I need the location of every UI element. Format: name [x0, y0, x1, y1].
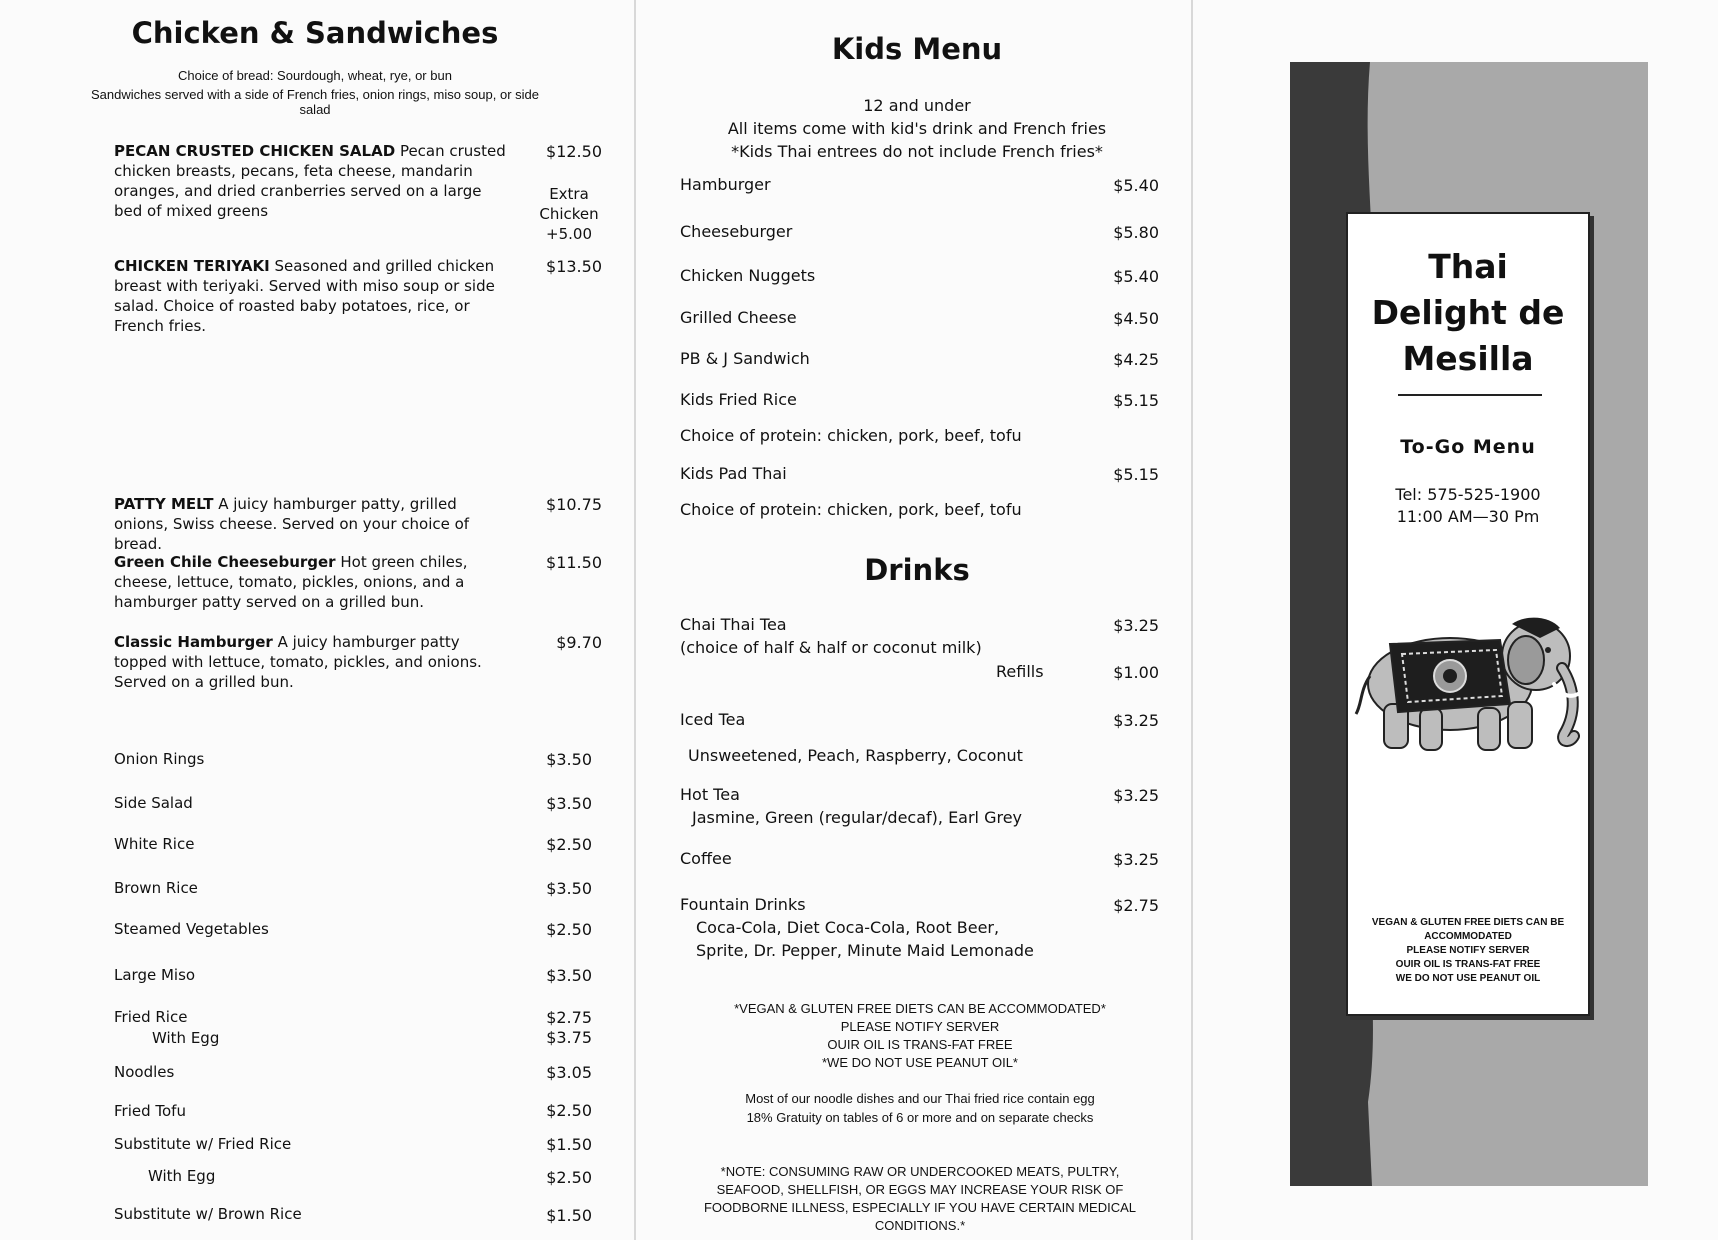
side-price: $3.75 — [546, 1028, 592, 1047]
side-price: $3.50 — [546, 966, 592, 985]
menu-item-classic-hamburger — [114, 632, 514, 692]
side-price: $2.50 — [546, 920, 592, 939]
fold-line — [634, 0, 636, 1240]
menu-item-patty-melt — [114, 494, 514, 554]
kids-item-name: Kids Fried Rice — [680, 390, 797, 409]
drink-price: $3.25 — [1113, 786, 1159, 805]
item-name: Classic Hamburger — [114, 633, 273, 651]
kids-fries-note: All items come with kid's drink and French fries — [727, 119, 1107, 138]
section-title: Kids Menu — [831, 32, 1003, 66]
section-title: Chicken & Sandwiches — [131, 16, 499, 50]
item-price: $10.75 — [546, 495, 602, 514]
drink-desc: Sprite, Dr. Pepper, Minute Maid Lemonade — [696, 941, 1034, 960]
cover-note-line: ACCOMMODATED — [1424, 931, 1512, 942]
peanut-note: *WE DO NOT USE PEANUT OIL* — [821, 1055, 1018, 1070]
cover-diet-note — [1348, 916, 1588, 986]
side-name: Fried Rice — [114, 1008, 188, 1026]
drink-desc: Jasmine, Green (regular/decaf), Earl Grey — [692, 808, 1023, 827]
kids-item-price: $5.40 — [1113, 267, 1159, 286]
kids-thai-note: *Kids Thai entrees do not include French fries* — [731, 142, 1103, 161]
sandwich-sides-note: Sandwiches served with a side of French fries, onion rings, miso soup, or side salad — [91, 87, 539, 117]
drink-name: Chai Thai Tea — [680, 615, 787, 634]
restaurant-name-line: Delight de — [1371, 293, 1565, 332]
side-price: $3.50 — [546, 750, 592, 769]
kids-item-name: Kids Pad Thai — [680, 464, 787, 483]
drink-desc: Unsweetened, Peach, Raspberry, Coconut — [688, 746, 1023, 765]
item-price: $13.50 — [546, 257, 602, 276]
side-price: $1.50 — [546, 1206, 592, 1225]
drink-price: $3.25 — [1113, 711, 1159, 730]
drink-name: Fountain Drinks — [680, 895, 806, 914]
kids-item-price: $4.50 — [1113, 309, 1159, 328]
side-name: Brown Rice — [114, 879, 198, 897]
item-desc: A juicy hamburger patty topped with lettuce, tomato, pickles, and onions. Served on a grilled bun. — [114, 633, 482, 691]
side-name: Large Miso — [114, 966, 196, 984]
side-name: Side Salad — [114, 794, 193, 812]
refills-price: $1.00 — [1113, 663, 1159, 682]
drink-price: $3.25 — [1113, 850, 1159, 869]
kids-item-name: PB & J Sandwich — [680, 349, 810, 368]
kids-age-note: 12 and under — [863, 96, 971, 115]
elephant-icon — [1350, 594, 1586, 764]
side-name: With Egg — [152, 1029, 220, 1047]
cover-note-line: WE DO NOT USE PEANUT OIL — [1395, 973, 1541, 984]
kids-item-name: Grilled Cheese — [680, 308, 797, 327]
cover-note-line: PLEASE NOTIFY SERVER — [1406, 945, 1530, 956]
cover-card — [1346, 212, 1590, 1016]
kids-item-price: $5.40 — [1113, 176, 1159, 195]
kids-item-price: $5.80 — [1113, 223, 1159, 242]
vegan-note: *VEGAN & GLUTEN FREE DIETS CAN BE ACCOMMODATED* — [734, 1001, 1106, 1016]
side-name: White Rice — [114, 835, 195, 853]
item-desc: Hot green chiles, cheese, lettuce, tomato, pickles, onions, and a hamburger patty served on a grilled bun. — [114, 553, 468, 611]
raw-food-warning: SEAFOOD, SHELLFISH, OR EGGS MAY INCREASE YOUR RISK OF — [716, 1182, 1124, 1197]
kids-protein-note: Choice of protein: chicken, pork, beef, tofu — [680, 426, 1022, 445]
drink-name: Hot Tea — [680, 785, 740, 804]
kids-item-name: Cheeseburger — [680, 222, 793, 241]
cover-note-line: VEGAN & GLUTEN FREE DIETS CAN BE — [1371, 917, 1565, 928]
kids-item-price: $5.15 — [1113, 391, 1159, 410]
side-price: $2.75 — [546, 1008, 592, 1027]
item-name: PATTY MELT — [114, 495, 214, 513]
menu-type: To-Go Menu — [1400, 436, 1536, 458]
item-desc: Seasoned and grilled chicken breast with teriyaki. Served with miso soup or side salad. Choice of roasted baby potatoes, rice, or French fries. — [114, 257, 495, 335]
opening-hours: 11:00 AM—30 Pm — [1396, 507, 1540, 526]
restaurant-name — [1348, 244, 1588, 382]
side-name: Onion Rings — [114, 750, 205, 768]
side-name: Substitute w/ Brown Rice — [114, 1205, 302, 1223]
side-price: $2.50 — [546, 1168, 592, 1187]
notify-note: PLEASE NOTIFY SERVER — [840, 1019, 1000, 1034]
egg-note: Most of our noodle dishes and our Thai fried rice contain egg — [745, 1091, 1095, 1106]
phone-number: Tel: 575-525-1900 — [1395, 485, 1541, 504]
item-price: $11.50 — [546, 553, 602, 572]
item-name: PECAN CRUSTED CHICKEN SALAD — [114, 142, 396, 160]
kids-item-price: $4.25 — [1113, 350, 1159, 369]
item-desc: A juicy hamburger patty, grilled onions, Swiss cheese. Served on your choice of bread. — [114, 495, 470, 553]
refills-label: Refills — [996, 662, 1044, 681]
item-price: $9.70 — [556, 633, 602, 652]
side-price: $3.50 — [546, 879, 592, 898]
side-price: $1.50 — [546, 1135, 592, 1154]
cover-dark-band — [1290, 62, 1346, 1186]
item-name: CHICKEN TERIYAKI — [114, 257, 270, 275]
drink-desc: (choice of half & half or coconut milk) — [680, 638, 982, 657]
drink-price: $3.25 — [1113, 616, 1159, 635]
side-name: Fried Tofu — [114, 1102, 186, 1120]
side-name: Substitute w/ Fried Rice — [114, 1135, 292, 1153]
side-price: $2.50 — [546, 1101, 592, 1120]
fold-line — [1191, 0, 1193, 1240]
side-name: With Egg — [148, 1167, 216, 1185]
gratuity-note: 18% Gratuity on tables of 6 or more and on separate checks — [746, 1110, 1094, 1125]
restaurant-name-line: Thai — [1428, 247, 1508, 286]
section-title: Drinks — [864, 553, 970, 587]
item-name: Green Chile Cheeseburger — [114, 553, 336, 571]
side-price: $3.05 — [546, 1063, 592, 1082]
drink-name: Coffee — [680, 849, 732, 868]
drink-price: $2.75 — [1113, 896, 1159, 915]
menu-item-chicken-teriyaki — [114, 256, 514, 336]
item-price: $12.50 — [546, 142, 602, 161]
raw-food-warning: *NOTE: CONSUMING RAW OR UNDERCOOKED MEATS, PULTRY, — [720, 1164, 1120, 1179]
kids-protein-note: Choice of protein: chicken, pork, beef, tofu — [680, 500, 1022, 519]
drink-name: Iced Tea — [680, 710, 746, 729]
oil-note: OUIR OIL IS TRANS-FAT FREE — [827, 1037, 1013, 1052]
cover-note-line: OUIR OIL IS TRANS-FAT FREE — [1395, 959, 1541, 970]
side-name: Noodles — [114, 1063, 175, 1081]
side-name: Steamed Vegetables — [114, 920, 269, 938]
side-price: $3.50 — [546, 794, 592, 813]
side-price: $2.50 — [546, 835, 592, 854]
kids-item-price: $5.15 — [1113, 465, 1159, 484]
raw-food-warning: FOODBORNE ILLNESS, ESPECIALLY IF YOU HAVE CERTAIN MEDICAL — [703, 1200, 1136, 1215]
title-underline — [1398, 394, 1542, 396]
extra-chicken-note: Extra Chicken +5.00 — [539, 185, 599, 243]
item-desc: Pecan crusted chicken breasts, pecans, feta cheese, mandarin oranges, and dried cranberries served on a large bed of mixed greens — [114, 142, 506, 220]
contact-info — [1348, 484, 1588, 528]
restaurant-name-line: Mesilla — [1402, 339, 1534, 378]
menu-item-pecan-salad — [114, 141, 514, 221]
raw-food-warning: CONDITIONS.* — [874, 1218, 966, 1233]
kids-item-name: Chicken Nuggets — [680, 266, 816, 285]
drink-desc: Coca-Cola, Diet Coca-Cola, Root Beer, — [696, 918, 1000, 937]
menu-item-green-chile-cheeseburger — [114, 552, 514, 612]
bread-choice-note: Choice of bread: Sourdough, wheat, rye, or bun — [178, 68, 452, 83]
kids-item-name: Hamburger — [680, 175, 771, 194]
